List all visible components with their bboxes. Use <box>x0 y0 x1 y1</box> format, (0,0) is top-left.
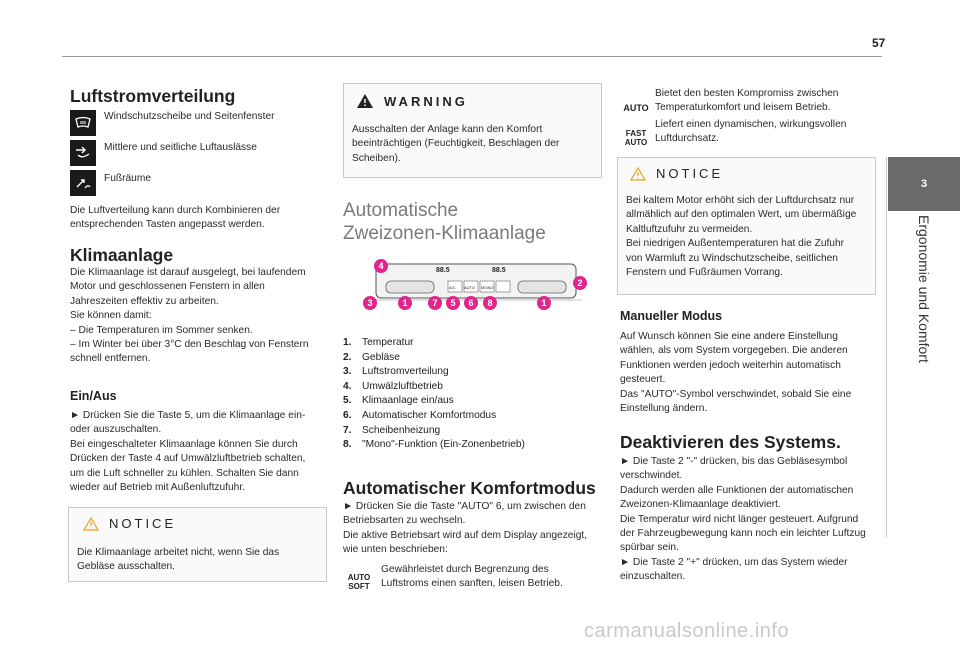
callout-4: 4 <box>374 259 388 273</box>
footwell-airflow-icon <box>70 170 96 196</box>
notice-label: NOTICE <box>656 166 724 181</box>
heading-automatischer-komfortmodus: Automatischer Komfortmodus <box>343 478 596 498</box>
panel-button-auto: AUTO <box>464 285 476 290</box>
notice-text: Bei kaltem Motor erhöht sich der Luftdurchsatz nur allmählich auf den optimalen Wert, um übermäßige Kaltluftzufuhr zu vermeiden. Bei niedrigen Außentemperaturen hat die Zufuhr von Warmluft zu Windschutzscheibe, seitlichen Fenstern und Fußräumen Vorrang. <box>626 195 857 279</box>
notice-label: NOTICE <box>109 516 177 531</box>
heading-luftstromverteilung: Luftstromverteilung <box>70 86 236 106</box>
legend-item: 2. Gebläse <box>343 351 400 363</box>
chapter-tab-number[interactable]: 3 <box>888 157 960 211</box>
face-vents-airflow-icon <box>70 140 96 166</box>
legend-list <box>343 336 600 453</box>
legend-item: 1. Temperatur <box>343 337 414 348</box>
air-description: Die Luftverteilung kann durch Kombinieren der entsprechenden Tasten angepasst werden. <box>70 205 281 231</box>
manuell-paragraph: Auf Wunsch können Sie eine andere Einstellung wählen, als vom System vorgegeben. Die anderen Funktionen werden jedoch weiterhin automatisch gesteuert. Das "AUTO"-Symbol verschwindet, sobald Sie eine Einstellung ändern. <box>620 331 852 415</box>
auto-icon: AUTO <box>623 102 649 113</box>
warning-triangle-icon <box>356 93 374 109</box>
page-number: 57 <box>872 36 886 50</box>
legend-item: 5. Klimaanlage ein/aus <box>343 395 454 407</box>
panel-button-ac: A/C <box>449 285 456 290</box>
notice-box-2 <box>617 157 876 295</box>
air-item-vents: Mittlere und seitliche Luftauslässe <box>104 142 257 153</box>
notice-box-1 <box>68 507 327 582</box>
callout-2: 2 <box>573 276 587 290</box>
einaus-paragraph: ► Drücken Sie die Taste 5, um die Klimaanlage ein- oder auszuschalten. Bei eingeschalteter Klimaanlage können Sie durch Drücken der Taste 4 auf Umwälzluftbetrieb schalten, um die Luft schneller zu kühlen. Schalten Sie dann wieder auf Betrieb mit Außenluftzufuhr. <box>70 410 306 494</box>
warning-text: Ausschalten der Anlage kann den Komfort beeinträchtigen (Feuchtigkeit, Beschlagen der Scheiben). <box>352 124 560 164</box>
deakt-paragraph: ► Die Taste 2 "-" drücken, bis das Gebläsesymbol verschwindet. Dadurch werden alle Funktionen der automatischen Zweizonen-Klimaanlage deaktiviert. Die Temperatur wird nicht länger gesteuert. Aufgrund der Fahrzeugbewegung kann noch ein leichter Luftzug spürbar sein. ► Die Taste 2 "+" drücken, um das System wieder einzuschalten. <box>620 456 866 583</box>
heading-klimaanlage: Klimaanlage <box>70 245 174 265</box>
sidebar-rule <box>886 157 887 537</box>
heading-manueller-modus: Manueller Modus <box>620 309 723 323</box>
legend-item: 7. Scheibenheizung <box>343 424 441 436</box>
auto-soft-icon: AUTO SOFT <box>347 573 371 591</box>
watermark: carmanualsonline.info <box>584 620 790 642</box>
chapter-tab-title: Ergonomie und Komfort <box>916 215 932 363</box>
panel-button-mono: MONO <box>481 285 494 290</box>
legend-item: 8. "Mono"-Funktion (Ein-Zonenbetrieb) <box>343 439 525 451</box>
air-item-windshield: Windschutzscheibe und Seitenfenster <box>104 111 275 122</box>
legend-item: 3. Luftstromverteilung <box>343 366 449 378</box>
section-title: Automatische Zweizonen-Klimaanlage <box>343 200 546 244</box>
callout-6: 6 <box>464 296 478 310</box>
notice-triangle-icon <box>83 517 99 531</box>
header-rule <box>62 56 882 57</box>
soft-description: Gewährleistet durch Begrenzung des Luftstroms einen sanften, leisen Betrieb. <box>381 564 563 590</box>
fast-description: Liefert einen dynamischen, wirkungsvollen Luftdurchsatz. <box>655 119 847 145</box>
legend-item: 4. Umwälzluftbetrieb <box>343 380 443 392</box>
auto-paragraph: ► Drücken Sie die Taste "AUTO" 6, um zwischen den Betriebsarten zu wechseln. Die aktive Betriebsart wird auf dem Display angezeigt, wie unten beschrieben: <box>343 501 588 556</box>
warning-label: WARNING <box>384 93 468 109</box>
heading-ein-aus: Ein/Aus <box>70 389 117 403</box>
windshield-airflow-icon <box>70 110 96 136</box>
callout-5: 5 <box>446 296 460 310</box>
callout-7: 7 <box>428 296 442 310</box>
heading-deaktivieren: Deaktivieren des Systems. <box>620 432 841 452</box>
callout-1-right: 1 <box>537 296 551 310</box>
air-item-footwell: Fußräume <box>104 173 151 184</box>
callout-1-left: 1 <box>398 296 412 310</box>
panel-display-left: 88.5 <box>436 267 450 274</box>
notice-text: Die Klimaanlage arbeitet nicht, wenn Sie das Gebläse ausschalten. <box>77 547 280 573</box>
auto-description: Bietet den besten Kompromiss zwischen Temperaturkomfort und leisem Betrieb. <box>655 88 839 114</box>
air-icons <box>70 110 96 196</box>
warning-box <box>343 83 602 178</box>
callout-8: 8 <box>483 296 497 310</box>
fast-auto-icon: FAST AUTO <box>624 129 648 147</box>
notice-triangle-icon <box>630 167 646 181</box>
klima-paragraph: Die Klimaanlage ist darauf ausgelegt, bei laufendem Motor und geschlossenen Fenstern in allen Jahreszeiten effektiv zu arbeiten. Sie können damit: – Die Temperaturen im Sommer senken. – Im Winter bei über 3°C den Beschlag von Fenstern schnell entfernen. <box>70 267 309 365</box>
legend-item: 6. Automatischer Komfortmodus <box>343 409 497 421</box>
panel-display-right: 88.5 <box>492 267 506 274</box>
callout-3: 3 <box>363 296 377 310</box>
